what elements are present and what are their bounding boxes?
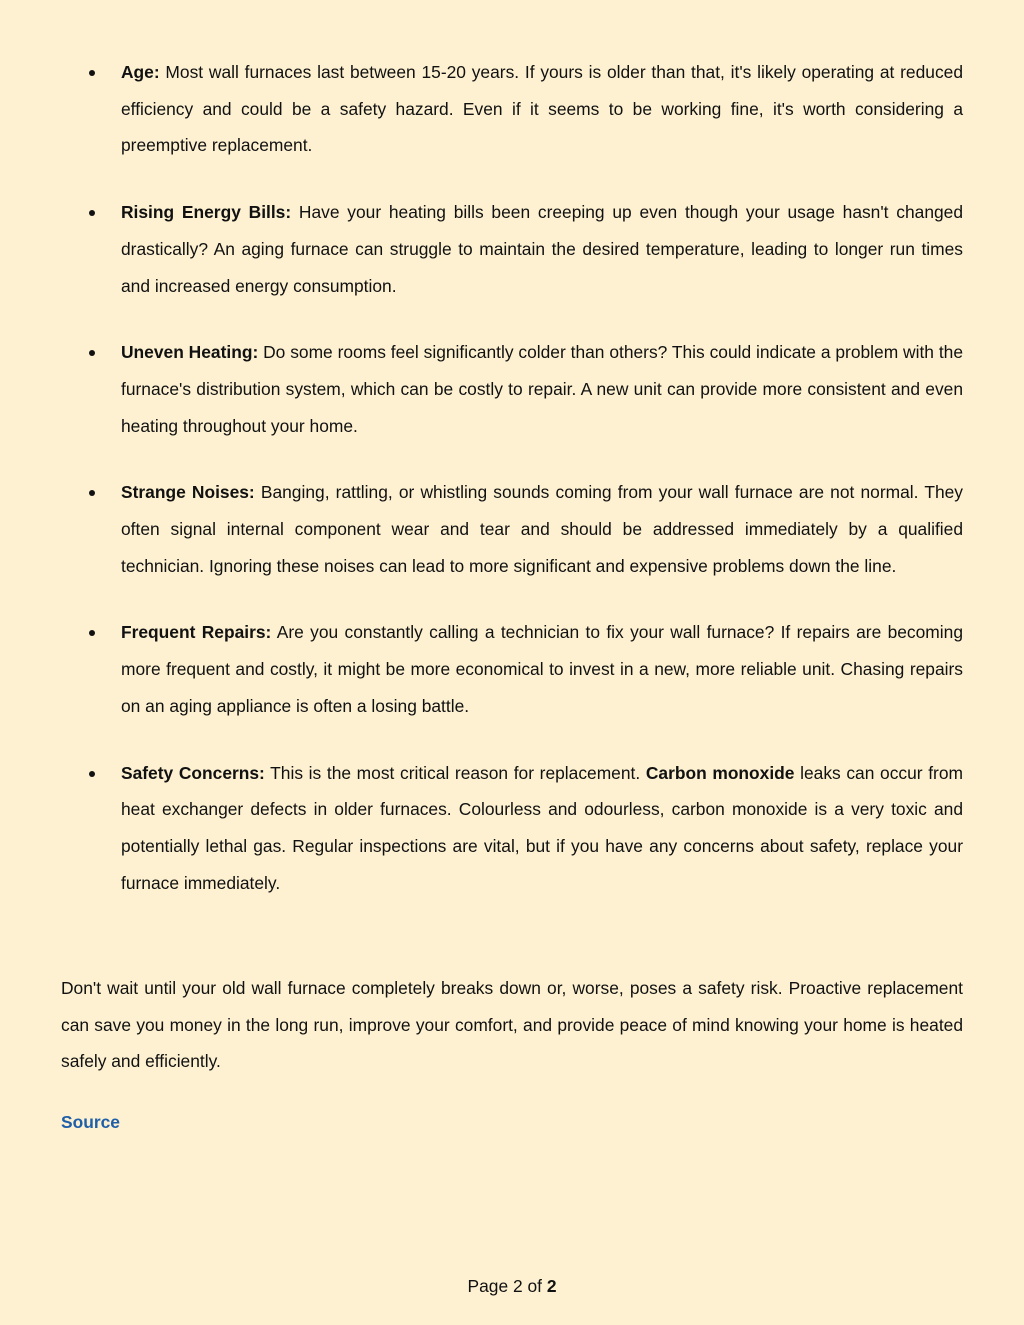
item-term: Strange Noises:: [121, 482, 255, 503]
bullet-icon: [89, 350, 95, 356]
list-item-strange-noises: [0, 474, 1024, 584]
item-text-after: leaks can occur from heat exchanger defects in older furnaces. Colourless and odourless, carbon monoxide is a very toxic and potentially lethal gas. Regular inspections are vital, but if you have any concerns about safety, replace your furnace immediately.: [121, 762, 963, 893]
bullet-icon: [89, 630, 95, 636]
list-item-safety-concerns: [0, 755, 1024, 902]
item-text: Are you constantly calling a technician to fix your wall furnace? If repairs are becoming more frequent and costly, it might be more economical to invest in a new, more reliable unit. Chasing repairs on an aging appliance is often a losing battle.: [121, 622, 963, 716]
list-item-age: [0, 54, 1024, 164]
list-item-uneven-heating: [0, 334, 1024, 444]
item-term: Uneven Heating:: [121, 342, 259, 363]
item-emphasis: Carbon monoxide: [645, 762, 795, 783]
list-item-frequent-repairs: [0, 614, 1024, 724]
reasons-list: [0, 54, 1024, 931]
item-text: Banging, rattling, or whistling sounds coming from your wall furnace are not normal. They often signal internal component wear and tear and should be addressed immediately by a qualified technician. Ignoring these noises can lead to more significant and expensive problems down the line.: [121, 482, 963, 576]
item-term: Safety Concerns:: [121, 762, 265, 783]
bullet-icon: [89, 210, 95, 216]
item-text: Have your heating bills been creeping up even though your usage hasn't changed drastically? An aging furnace can struggle to maintain the desired temperature, leading to longer run times and increased energy consumption.: [121, 202, 963, 296]
item-text: Most wall furnaces last between 15-20 years. If yours is older than that, it's likely operating at reduced efficiency and could be a safety hazard. Even if it seems to be working fine, it's worth considering a preemptive replacement.: [121, 62, 963, 156]
item-term: Age:: [121, 62, 160, 82]
page-total: 2: [546, 1276, 557, 1296]
list-item-rising-energy-bills: [0, 194, 1024, 304]
page-footer: [0, 1276, 1024, 1297]
bullet-icon: [89, 771, 95, 777]
closing-paragraph: Don't wait until your old wall furnace completely breaks down or, worse, poses a safety risk. Proactive replacement can save you money in the long run, improve your comfort, and provide peace of mind knowing your home is heated safely and efficiently.: [61, 978, 963, 1072]
page-number-prefix: Page 2 of: [467, 1276, 547, 1296]
item-text: Do some rooms feel significantly colder than others? This could indicate a problem with the furnace's distribution system, which can be costly to repair. A new unit can provide more consistent and even heating throughout your home.: [121, 342, 964, 436]
item-term: Frequent Repairs:: [121, 622, 272, 643]
bullet-icon: [89, 490, 95, 496]
item-text-before: This is the most critical reason for replacement.: [264, 762, 646, 783]
item-term: Rising Energy Bills:: [121, 202, 292, 223]
source-link[interactable]: Source: [61, 1112, 120, 1132]
bullet-icon: [89, 70, 95, 76]
